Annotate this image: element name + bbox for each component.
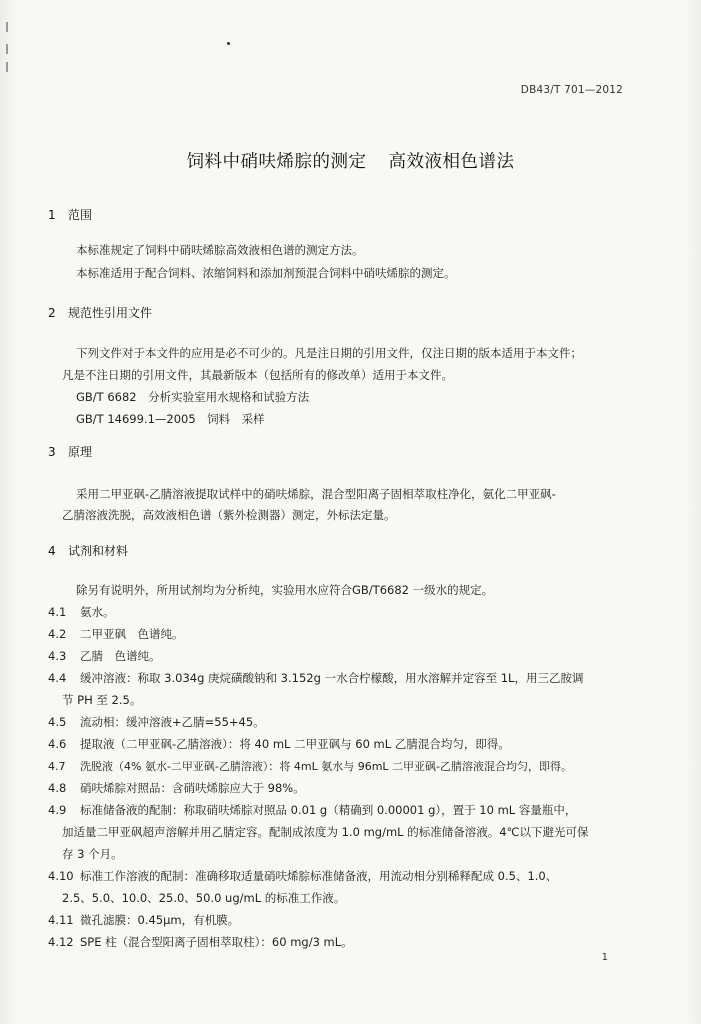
list-item: 4.9 标准储备液的配制：称取硝呋烯腙对照品 0.01 g（精确到 0.00001 g），置于 10 mL 容量瓶中， xyxy=(48,803,577,817)
list-item-continuation: 存 3 个月。 xyxy=(62,847,123,861)
normative-reference: GB/T 14699.1—2005 饲料 采样 xyxy=(76,412,265,426)
section-heading-2: 2 规范性引用文件 xyxy=(48,306,153,320)
list-item: 4.11 微孔滤膜：0.45μm，有机膜。 xyxy=(48,913,240,927)
scan-edge-mark xyxy=(6,22,8,32)
paragraph: 本标准规定了饲料中硝呋烯腙高效液相色谱的测定方法。 xyxy=(76,243,364,257)
section-heading-4: 4 试剂和材料 xyxy=(48,544,129,558)
scan-edge-mark xyxy=(6,62,8,72)
list-item: 4.10 标准工作溶液的配制：准确移取适量硝呋烯腙标准储备液，用流动相分别稀释配成 0.5、1.0、 xyxy=(48,869,558,883)
list-item: 4.8 硝呋烯腙对照品：含硝呋烯腙应大于 98%。 xyxy=(48,781,305,795)
section-heading-3: 3 原理 xyxy=(48,445,93,459)
paragraph: 下列文件对于本文件的应用是必不可少的。凡是注日期的引用文件，仅注日期的版本适用于本文件； xyxy=(76,346,582,360)
title-part-2: 高效液相色谱法 xyxy=(388,152,515,172)
paragraph: 除另有说明外，所用试剂均为分析纯，实验用水应符合GB/T6682 一级水的规定。 xyxy=(76,583,494,597)
document-title xyxy=(0,148,701,173)
list-item: 4.5 流动相：缓冲溶液+乙腈=55+45。 xyxy=(48,715,265,729)
page-number: 1 xyxy=(601,952,608,963)
list-item: 4.2 二甲亚砜 色谱纯。 xyxy=(48,627,184,641)
scan-speck xyxy=(227,42,230,45)
list-item: 4.4 缓冲溶液：称取 3.034g 庚烷磺酸钠和 3.152g 一水合柠檬酸，用水溶解并定容至 1L，用三乙胺调 xyxy=(48,671,584,685)
paragraph: 凡是不注日期的引用文件，其最新版本（包括所有的修改单）适用于本文件。 xyxy=(62,368,453,382)
list-item-continuation: 加适量二甲亚砜超声溶解并用乙腈定容。配制成浓度为 1.0 mg/mL 的标准储备溶液。4℃以下避光可保 xyxy=(62,825,589,839)
paragraph: 本标准适用于配合饲料、浓缩饲料和添加剂预混合饲料中硝呋烯腙的测定。 xyxy=(76,266,456,280)
list-item: 4.3 乙腈 色谱纯。 xyxy=(48,649,161,663)
normative-reference: GB/T 6682 分析实验室用水规格和试验方法 xyxy=(76,390,310,404)
list-item: 4.6 提取液（二甲亚砜-乙腈溶液）：将 40 mL 二甲亚砜与 60 mL 乙腈混合均匀，即得。 xyxy=(48,737,510,751)
list-item: 4.12 SPE 柱（混合型阳离子固相萃取柱）：60 mg/3 mL。 xyxy=(48,935,353,949)
section-heading-1: 1 范围 xyxy=(48,208,93,222)
scan-edge-mark xyxy=(6,44,8,54)
title-part-1: 饲料中硝呋烯腙的测定 xyxy=(186,152,367,172)
document-code: DB43/T 701—2012 xyxy=(520,84,623,96)
list-item-continuation: 节 PH 至 2.5。 xyxy=(62,693,142,707)
list-item-continuation: 2.5、5.0、10.0、25.0、50.0 ug/mL 的标准工作液。 xyxy=(62,891,346,905)
list-item: 4.7 洗脱液（4% 氨水-二甲亚砜-乙腈溶液）：将 4mL 氨水与 96mL 二甲亚砜-乙腈溶液混合均匀，即得。 xyxy=(48,760,573,773)
list-item: 4.1 氨水。 xyxy=(48,605,115,619)
paragraph: 采用二甲亚砜-乙腈溶液提取试样中的硝呋烯腙，混合型阳离子固相萃取柱净化，氨化二甲亚砜- xyxy=(76,487,556,501)
paragraph: 乙腈溶液洗脱，高效液相色谱（紫外检测器）测定，外标法定量。 xyxy=(62,508,396,522)
